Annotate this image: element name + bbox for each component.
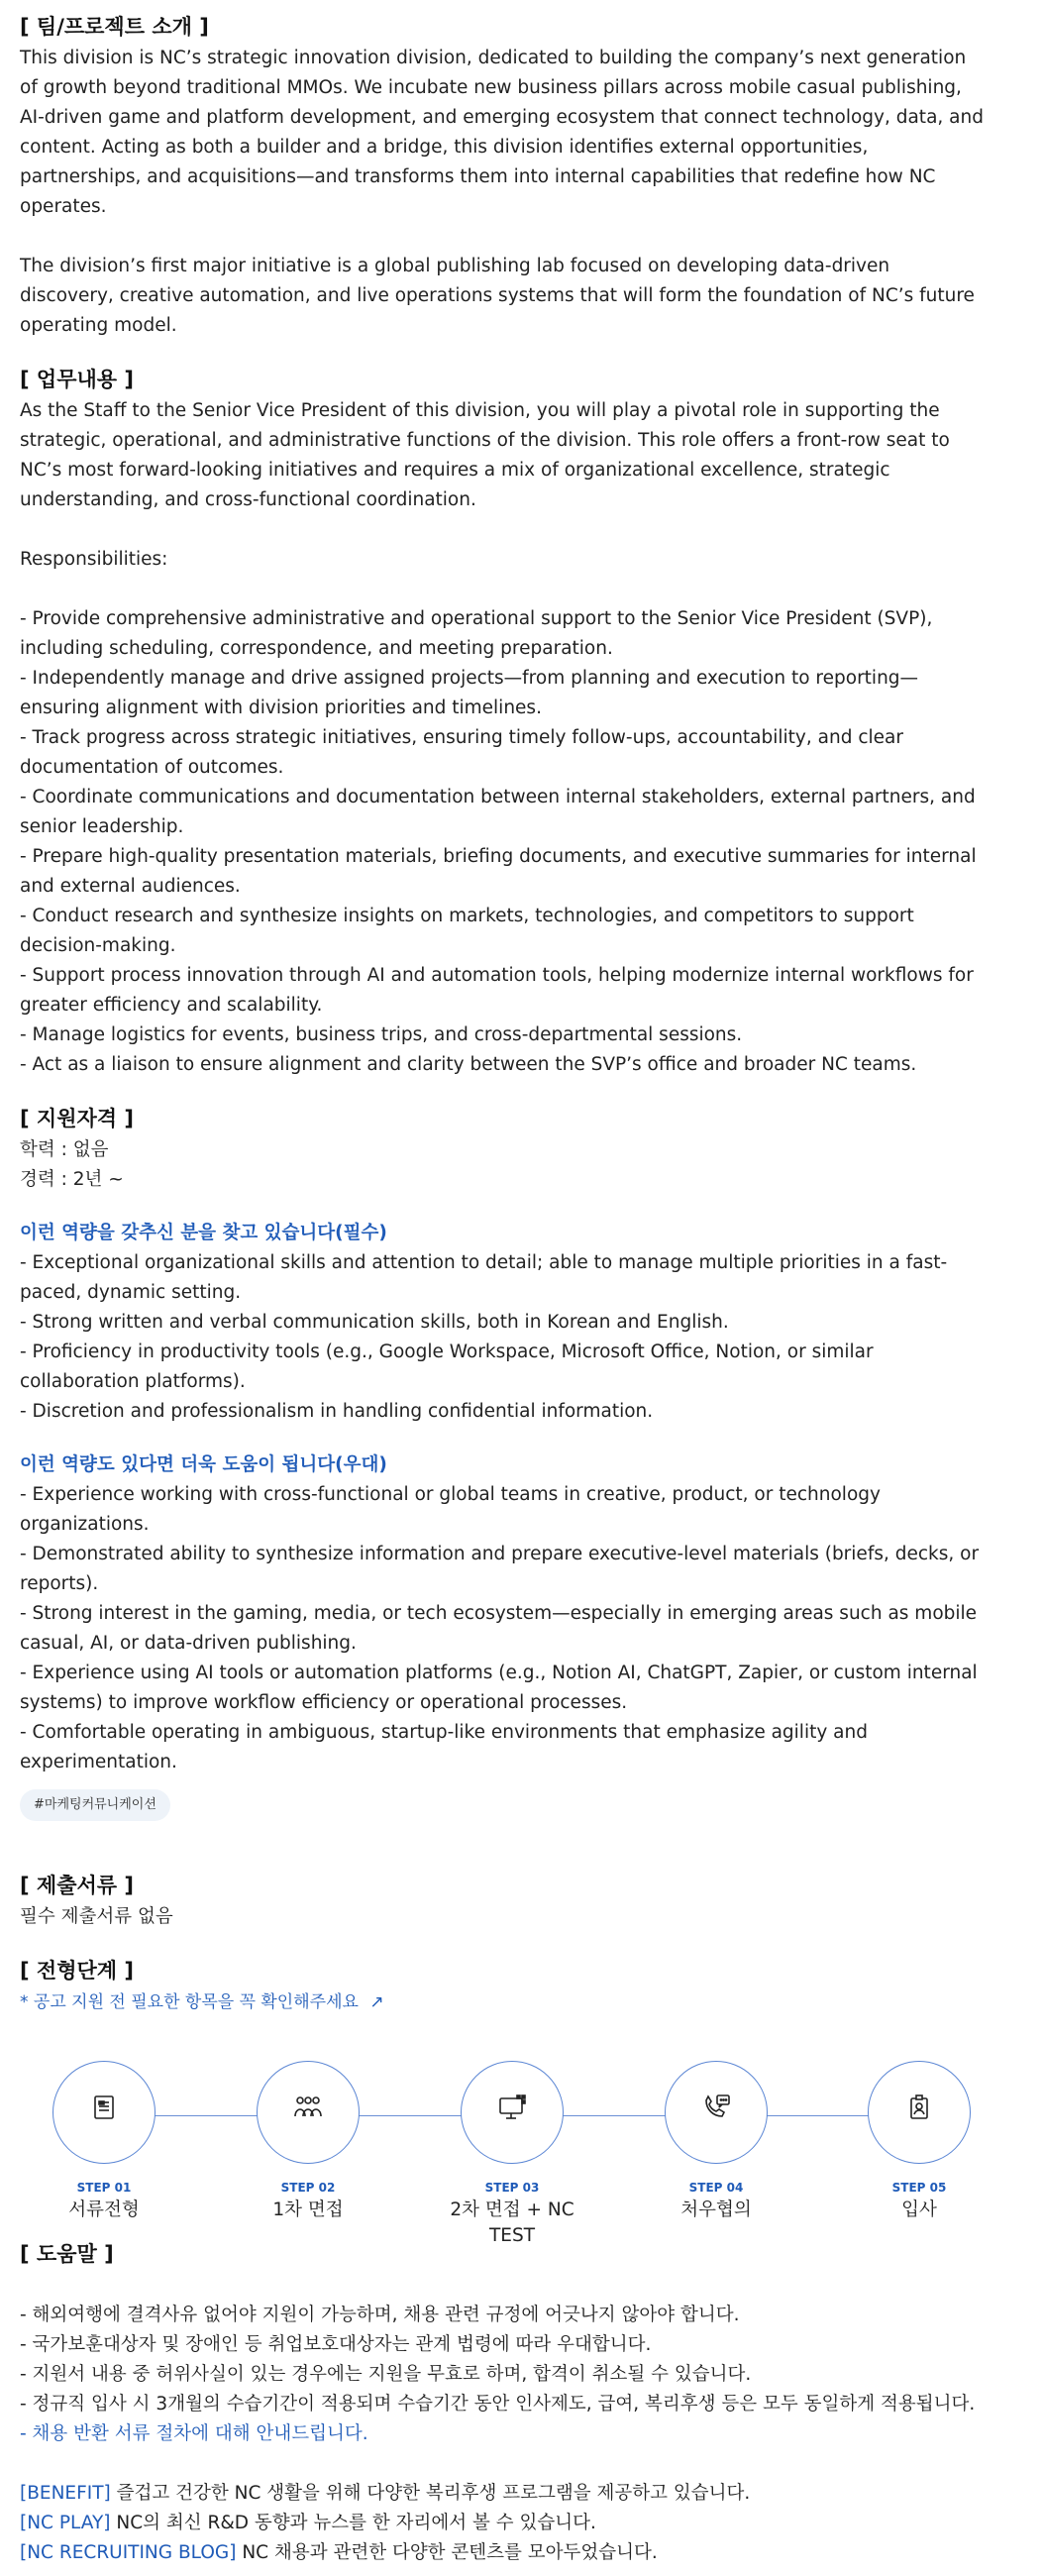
list-item: - Manage logistics for events, business trips, and cross-departmental sessions. — [20, 1024, 743, 1045]
benefit-link[interactable]: [BENEFIT] — [20, 2483, 111, 2504]
step-4-circle — [665, 2061, 768, 2164]
step-2-label: 1차 면접 — [272, 2200, 344, 2220]
list-item: - Track progress across strategic initiatives, ensuring timely follow-ups, accountability, and clear documentation of outcomes. — [20, 727, 903, 778]
step-5-label: 입사 — [901, 2200, 937, 2220]
help-list — [20, 2301, 984, 2449]
step-1-number: STEP 01 — [76, 2181, 132, 2195]
qualifications-title: [ 지원자격 ] — [20, 1107, 134, 1130]
nc-play-link[interactable]: [NC PLAY] — [20, 2513, 111, 2533]
required-skills-heading: 이런 역량을 갖추신 분을 찾고 있습니다(필수) — [20, 1223, 387, 1243]
list-item: - Experience using AI tools or automation platforms (e.g., Notion AI, ChatGPT, Zapier, or custom internal systems) to improve workflow efficiency or operational processes. — [20, 1663, 978, 1713]
benefit-line — [20, 2479, 984, 2509]
step-3-label: 2차 면접 + NC TEST — [450, 2200, 574, 2246]
list-item: - Independently manage and drive assigned projects—from planning and execution to reporting—ensuring alignment with division priorities and timelines. — [20, 668, 919, 718]
document-return-link[interactable]: - 채용 반환 서류 절차에 대해 안내드립니다. — [20, 2423, 368, 2444]
list-item: - Act as a liaison to ensure alignment and clarity between the SVP’s office and broader NC teams. — [20, 1054, 917, 1075]
step-1-label: 서류전형 — [68, 2200, 140, 2220]
list-item: - 해외여행에 결격사유 없어야 지원이 가능하며, 채용 관련 규정에 어긋나지 않아야 합니다. — [20, 2305, 740, 2325]
step-4-label: 처우협의 — [680, 2200, 752, 2220]
footer-links — [20, 2479, 984, 2568]
nc-play-text: NC의 최신 R&D 동향과 뉴스를 한 자리에서 볼 수 있습니다. — [110, 2513, 596, 2533]
list-item: - 정규직 입사 시 3개월의 수습기간이 적용되며 수습기간 동안 인사제도, 급여, 복리후생 등은 모두 동일하게 적용됩니다. — [20, 2394, 976, 2415]
process-notice-link[interactable] — [20, 1992, 384, 2012]
document-icon — [89, 2093, 119, 2132]
list-item: - Prepare high-quality presentation materials, briefing documents, and executive summaries for internal and external audiences. — [20, 846, 977, 897]
group-icon — [291, 2093, 325, 2132]
preferred-skills-list — [20, 1480, 984, 1777]
list-item: - Discretion and professionalism in handling confidential information. — [20, 1401, 654, 1422]
process-steps — [20, 2031, 984, 2246]
list-item: - Provide comprehensive administrative and operational support to the Senior Vice President (SVP), including scheduling, correspondence, and meeting preparation. — [20, 608, 933, 659]
hashtag-marketing-communication[interactable]: #마케팅커뮤니케이션 — [20, 1789, 170, 1821]
list-item: - Coordinate communications and documentation between internal stakeholders, external partners, and senior leadership. — [20, 787, 976, 837]
experience-requirement: 경력 : 2년 ~ — [20, 1169, 124, 1190]
step-2 — [244, 2061, 372, 2223]
step-3 — [448, 2061, 576, 2249]
team-intro-title: [ 팀/프로젝트 소개 ] — [20, 15, 209, 39]
documents-text: 필수 제출서류 없음 — [20, 1906, 173, 1927]
list-item: - Strong written and verbal communication skills, both in Korean and English. — [20, 1312, 729, 1333]
documents-title: [ 제출서류 ] — [20, 1874, 134, 1897]
list-item: - Exceptional organizational skills and attention to detail; able to manage multiple priorities in a fast-paced, dynamic setting. — [20, 1252, 948, 1303]
list-item: - Strong interest in the gaming, media, or tech ecosystem—especially in emerging areas such as mobile casual, AI, or data-driven publishing. — [20, 1603, 978, 1654]
recruiting-blog-link[interactable]: [NC RECRUITING BLOG] — [20, 2542, 237, 2563]
duties-intro: As the Staff to the Senior Vice President of this division, you will play a pivotal role in supporting the strategic, operational, and administrative functions of the division. This role offers a front-row seat to NC’s most forward-looking initiatives and requires a mix of organizational excellence, strategic understanding, and cross-functional coordination. — [20, 400, 950, 510]
nc-play-line — [20, 2509, 984, 2538]
duties-title: [ 업무내용 ] — [20, 368, 134, 391]
step-2-circle — [257, 2061, 360, 2164]
education-requirement: 학력 : 없음 — [20, 1139, 109, 1160]
external-link-icon: ↗ — [369, 1992, 384, 2012]
badge-icon — [904, 2093, 934, 2132]
step-2-number: STEP 02 — [280, 2181, 336, 2195]
step-4-number: STEP 04 — [688, 2181, 744, 2195]
team-intro-paragraph-2: The division’s first major initiative is a global publishing lab focused on developing data-driven discovery, creative automation, and live operations systems that will form the foundation of NC’s future operating model. — [20, 256, 975, 336]
process-title: [ 전형단계 ] — [20, 1959, 134, 1983]
list-item: - 지원서 내용 중 허위사실이 있는 경우에는 지원을 무효로 하며, 합격이 취소될 수 있습니다. — [20, 2364, 752, 2385]
benefit-text: 즐겁고 건강한 NC 생활을 위해 다양한 복리후생 프로그램을 제공하고 있습니다. — [110, 2483, 751, 2504]
step-3-circle — [461, 2061, 564, 2164]
responsibilities-label: Responsibilities: — [20, 549, 168, 570]
recruiting-blog-line — [20, 2538, 984, 2568]
list-item: - Support process innovation through AI and automation tools, helping modernize internal workflows for greater efficiency and scalability. — [20, 965, 974, 1016]
required-skills-list — [20, 1248, 984, 1427]
list-item: - Experience working with cross-functional or global teams in creative, product, or technology organizations. — [20, 1484, 881, 1535]
help-title: [ 도움말 ] — [20, 2242, 114, 2266]
responsibilities-list — [20, 604, 984, 1080]
preferred-skills-heading: 이런 역량도 있다면 더욱 도움이 됩니다(우대) — [20, 1454, 387, 1475]
step-5-circle — [868, 2061, 971, 2164]
step-5 — [855, 2061, 984, 2223]
recruiting-blog-text: NC 채용과 관련한 다양한 콘텐츠를 모아두었습니다. — [236, 2542, 658, 2563]
list-item: - 국가보훈대상자 및 장애인 등 취업보호대상자는 관계 법령에 따라 우대합니다. — [20, 2334, 652, 2355]
list-item: - Demonstrated ability to synthesize information and prepare executive-level materials (briefs, decks, or reports). — [20, 1544, 980, 1594]
step-5-number: STEP 05 — [891, 2181, 947, 2195]
step-3-number: STEP 03 — [484, 2181, 540, 2195]
monitor-icon — [496, 2093, 528, 2132]
list-item: - Proficiency in productivity tools (e.g., Google Workspace, Microsoft Office, Notion, or similar collaboration platforms). — [20, 1342, 874, 1392]
step-1-circle — [52, 2061, 156, 2164]
phone-chat-icon — [700, 2093, 732, 2132]
step-1 — [40, 2061, 168, 2223]
list-item: - Comfortable operating in ambiguous, startup-like environments that emphasize agility and experimentation. — [20, 1722, 868, 1772]
team-intro-paragraph-1: This division is NC’s strategic innovation division, dedicated to building the company’s next generation of growth beyond traditional MMOs. We incubate new business pillars across mobile casual publishing, AI-driven game and platform development, and emerging ecosystem that connect technology, data, and content. Acting as both a builder and a bridge, this division identifies external opportunities, partnerships, and acquisitions—and transforms them into internal capabilities that redefine how NC operates. — [20, 48, 984, 217]
list-item: - Conduct research and synthesize insights on markets, technologies, and competitors to support decision-making. — [20, 906, 914, 956]
process-notice-text: * 공고 지원 전 필요한 항목을 꼭 확인해주세요 — [20, 1992, 359, 2012]
step-4 — [652, 2061, 781, 2223]
